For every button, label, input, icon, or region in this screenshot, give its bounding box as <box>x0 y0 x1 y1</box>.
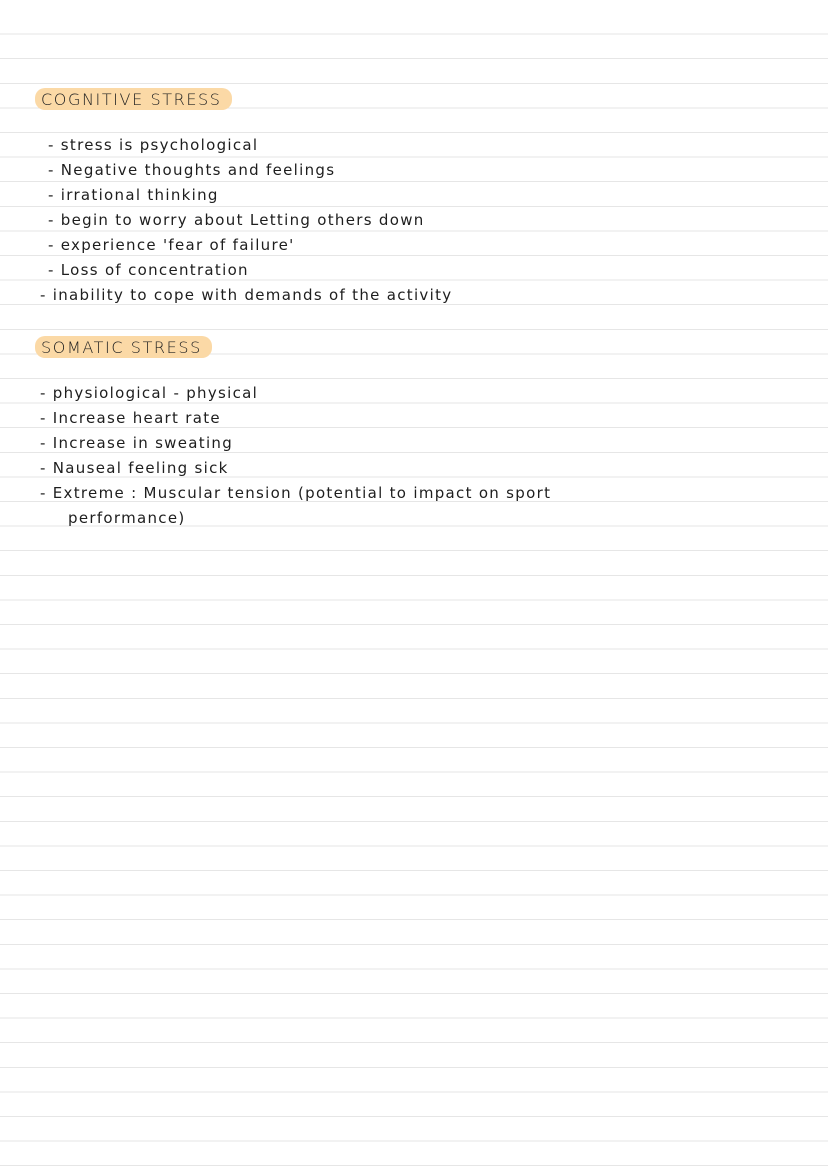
cognitive-item: - inability to cope with demands of the activity <box>40 286 453 304</box>
somatic-item: - physiological - physical <box>40 384 259 402</box>
cognitive-stress-heading: COGNITIVE STRESS <box>35 88 232 110</box>
somatic-item: - Increase heart rate <box>40 409 221 427</box>
somatic-stress-heading: SOMATIC STRESS <box>35 336 212 358</box>
cognitive-item: - stress is psychological <box>48 136 259 154</box>
cognitive-item: - begin to worry about Letting others down <box>48 211 425 229</box>
cognitive-item: - Negative thoughts and feelings <box>48 161 336 179</box>
cognitive-item: - irrational thinking <box>48 186 219 204</box>
somatic-item-continuation: performance) <box>68 509 186 527</box>
somatic-item: - Extreme : Muscular tension (potential to impact on sport <box>40 484 552 502</box>
cognitive-item: - experience 'fear of failure' <box>48 236 295 254</box>
somatic-item: - Nauseal feeling sick <box>40 459 229 477</box>
cognitive-item: - Loss of concentration <box>48 261 249 279</box>
somatic-item: - Increase in sweating <box>40 434 234 452</box>
